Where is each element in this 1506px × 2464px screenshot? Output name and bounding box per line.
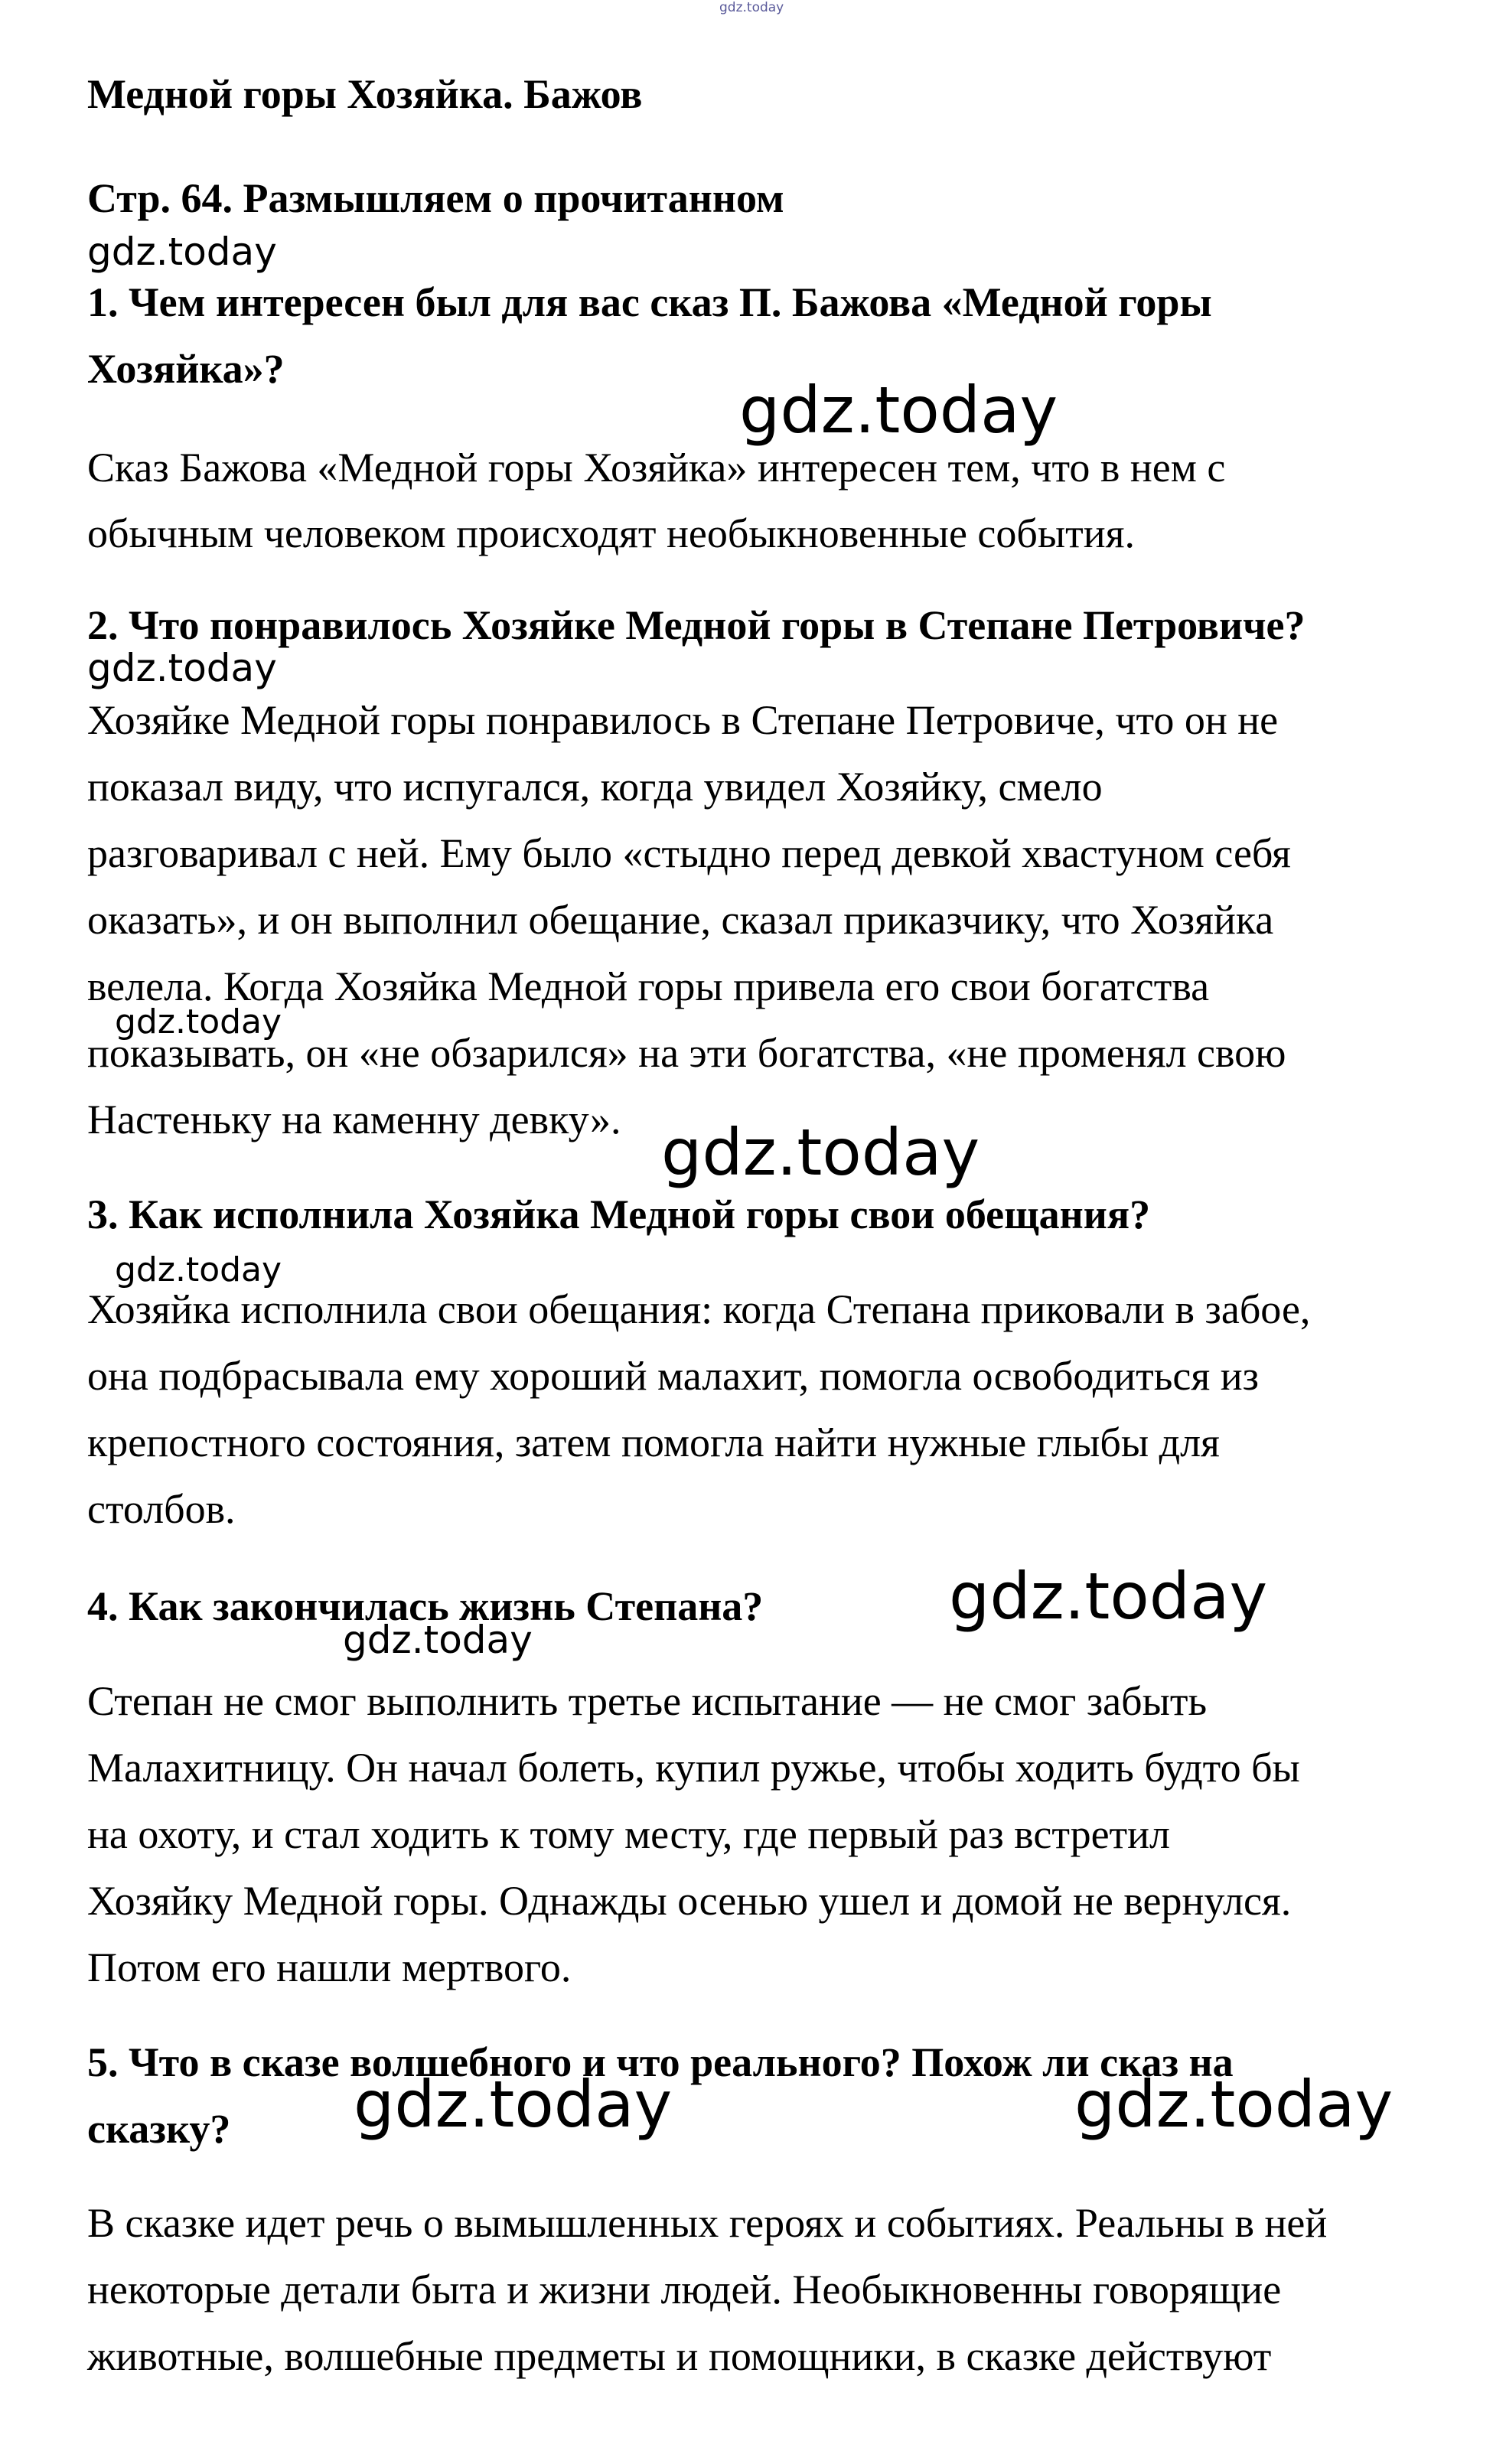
- answer-3-line-2: она подбрасывала ему хороший малахит, помогла освободиться из: [87, 1353, 1259, 1399]
- answer-4-line-5: Потом его нашли мертвого.: [87, 1944, 572, 1990]
- watermark: gdz.today: [87, 230, 277, 274]
- watermark: gdz.today: [343, 1618, 533, 1662]
- question-2-line-1: 2. Что понравилось Хозяйке Медной горы в Степане Петровиче?: [87, 602, 1306, 648]
- question-1-line-1: 1. Чем интересен был для вас сказ П. Бажова «Медной горы: [87, 279, 1212, 325]
- answer-2-line-3: разговаривал с ней. Ему было «стыдно перед девкой хвастуном себя: [87, 830, 1291, 876]
- answer-5-line-2: некоторые детали быта и жизни людей. Необыкновенны говорящие: [87, 2267, 1282, 2312]
- watermark: gdz.today: [354, 2067, 673, 2142]
- watermark: gdz.today: [1074, 2067, 1394, 2142]
- answer-5-line-1: В сказке идет речь о вымышленных героях и событиях. Реальны в ней: [87, 2200, 1328, 2246]
- answer-2-line-6: показывать, он «не обзарился» на эти богатства, «не променял свою: [87, 1030, 1286, 1076]
- watermark: gdz.today: [949, 1559, 1268, 1634]
- answer-2-line-5: велела. Когда Хозяйка Медной горы привела его свои богатства: [87, 963, 1210, 1009]
- watermark: gdz.today: [739, 373, 1058, 448]
- answer-1-line-1: Сказ Бажова «Медной горы Хозяйка» интересен тем, что в нем с: [87, 445, 1226, 491]
- page-title: Медной горы Хозяйка. Бажов: [87, 71, 643, 117]
- question-4-line-1: 4. Как закончилась жизнь Степана?: [87, 1583, 764, 1629]
- top-watermark: gdz.today: [719, 0, 784, 15]
- question-5-line-2: сказку?: [87, 2106, 231, 2152]
- question-1-line-2: Хозяйка»?: [87, 346, 285, 392]
- question-5-line-1: 5. Что в сказе волшебного и что реального? Похож ли сказ на: [87, 2039, 1234, 2085]
- answer-3-line-3: крепостного состояния, затем помогла найти нужные глыбы для: [87, 1419, 1220, 1465]
- watermark: gdz.today: [661, 1115, 980, 1190]
- answer-4-line-1: Степан не смог выполнить третье испытание — не смог забыть: [87, 1678, 1208, 1724]
- answer-3-line-4: столбов.: [87, 1486, 236, 1532]
- answer-2-line-4: оказать», и он выполнил обещание, сказал приказчику, что Хозяйка: [87, 897, 1274, 943]
- watermark: gdz.today: [87, 646, 277, 690]
- answer-4-line-2: Малахитницу. Он начал болеть, купил ружье, чтобы ходить будто бы: [87, 1745, 1300, 1791]
- question-3-line-1: 3. Как исполнила Хозяйка Медной горы свои обещания?: [87, 1191, 1151, 1237]
- answer-3-line-1: Хозяйка исполнила свои обещания: когда Степана приковали в забое,: [87, 1286, 1311, 1332]
- answer-2-line-2: показал виду, что испугался, когда увидел Хозяйку, смело: [87, 764, 1103, 810]
- answer-2-line-7: Настеньку на каменну девку».: [87, 1097, 621, 1142]
- watermark: gdz.today: [115, 1002, 282, 1041]
- answer-5-line-3: животные, волшебные предметы и помощники, в сказке действуют: [87, 2333, 1272, 2379]
- answer-4-line-3: на охоту, и стал ходить к тому месту, где первый раз встретил: [87, 1811, 1170, 1857]
- watermark: gdz.today: [115, 1250, 282, 1289]
- section-heading: Стр. 64. Размышляем о прочитанном: [87, 175, 784, 221]
- answer-4-line-4: Хозяйку Медной горы. Однажды осенью ушел и домой не вернулся.: [87, 1878, 1292, 1924]
- answer-2-line-1: Хозяйке Медной горы понравилось в Степане Петровиче, что он не: [87, 697, 1279, 743]
- answer-1-line-2: обычным человеком происходят необыкновенные события.: [87, 510, 1135, 556]
